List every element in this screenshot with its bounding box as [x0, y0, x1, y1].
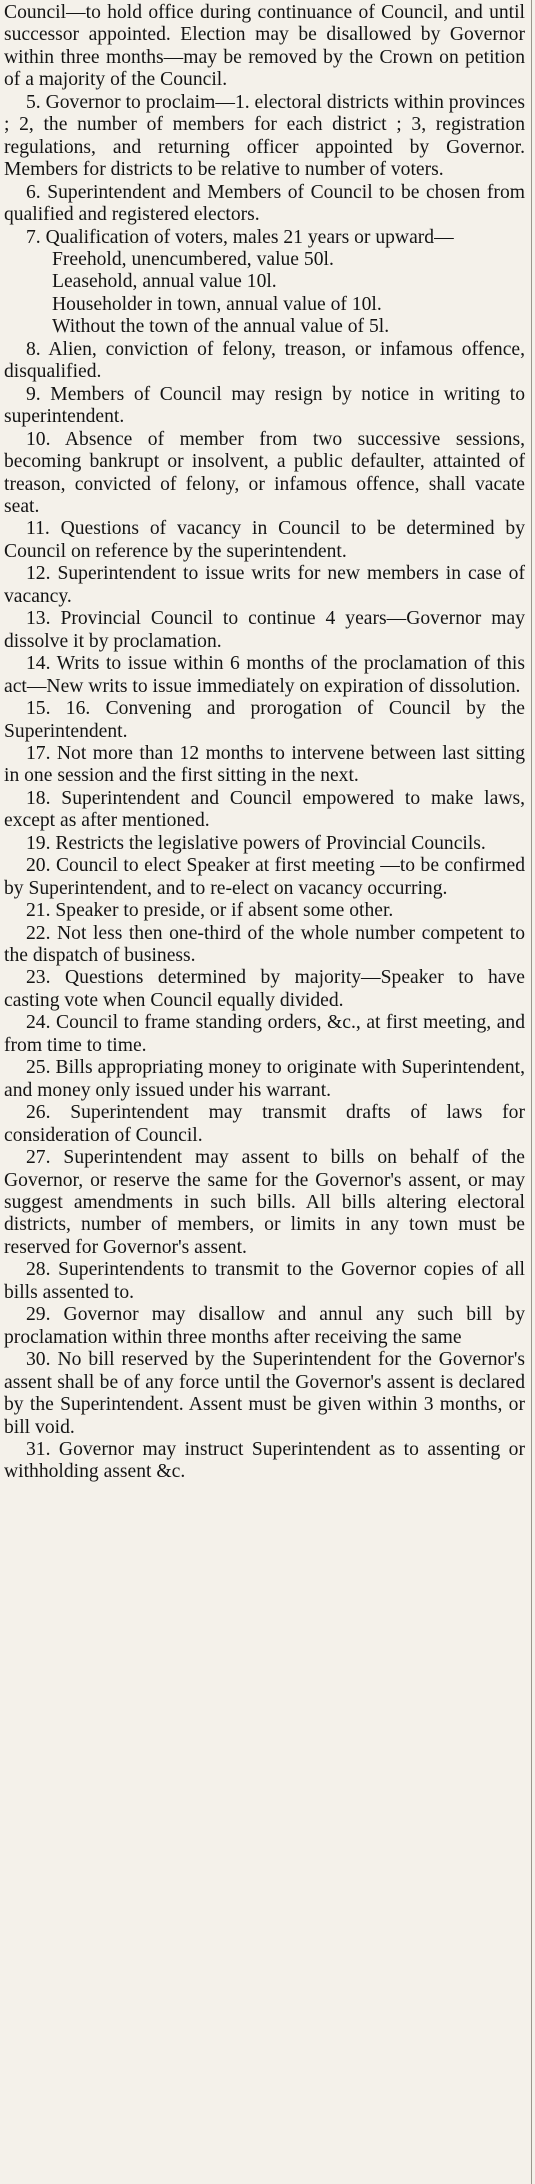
newspaper-column — [4, 0, 533, 2184]
clause-paragraph: 19. Restricts the legislative powers of Provincial Councils. — [26, 832, 486, 854]
clause-paragraph: 30. No bill reserved by the Superintendent for the Governor's assent shall be of any force until the Governor's assent is declared by the Superintendent. Assent must be given within 3 months, or bill void. — [4, 1349, 525, 1438]
clause-paragraph: 24. Council to frame standing orders, &c., at first meeting, and from time to time. — [4, 1012, 525, 1056]
clause-paragraph: 23. Questions determined by majority—Speaker to have casting vote when Council equally divided. — [4, 967, 525, 1011]
clause-paragraph: 11. Questions of vacancy in Council to be determined by Council on reference by the superintendent. — [4, 518, 525, 562]
column-rule — [531, 0, 532, 2184]
clause-paragraph: 17. Not more than 12 months to intervene between last sitting in one session and the first sitting in the next. — [4, 742, 525, 787]
clause-paragraph: 9. Members of Council may resign by notice in writing to superintendent. — [4, 383, 525, 428]
clause-paragraph: 12. Superintendent to issue writs for new members in case of vacancy. — [4, 563, 525, 607]
clause-paragraph: 8. Alien, conviction of felony, treason, or infamous offence, disqualified. — [4, 338, 525, 383]
lead-paragraph: Council—to hold office during continuance of Council, and until successor appointed. Election may be disallowed by Governor within three months—may be removed by the Crown on petition of a majority of the Council. — [4, 2, 525, 91]
clause-paragraph: 5. Governor to proclaim—1. electoral districts within provinces ; 2, the number of members for each district ; 3, registration regulations, and returning officer appointed by Governor. Members for districts to be relative to number of voters. — [4, 91, 525, 181]
clause-paragraph: 6. Superintendent and Members of Council to be chosen from qualified and registered electors. — [4, 181, 525, 226]
clause-paragraph: 15. 16. Convening and prorogation of Council by the Superintendent. — [4, 698, 525, 742]
clause-paragraph: 20. Council to elect Speaker at first meeting —to be confirmed by Superintendent, and to re-elect on vacancy occurring. — [4, 855, 525, 899]
clause-paragraph: 29. Governor may disallow and annul any such bill by proclamation within three months after receiving the same — [4, 1304, 525, 1348]
clause-paragraph: 25. Bills appropriating money to originate with Superintendent, and money only issued under his warrant. — [4, 1057, 525, 1101]
clause-paragraph: 21. Speaker to preside, or if absent some other. — [26, 900, 394, 922]
clause-paragraph: 22. Not less then one-third of the whole number competent to the dispatch of business. — [4, 922, 525, 967]
clause-paragraph: 26. Superintendent may transmit drafts of laws for consideration of Council. — [4, 1102, 525, 1146]
qualification-line: Leasehold, annual value 10l. — [52, 271, 277, 293]
clause-paragraph: 13. Provincial Council to continue 4 years—Governor may dissolve it by proclamation. — [4, 608, 525, 652]
qualification-line: Without the town of the annual value of 5l. — [52, 316, 390, 338]
qualification-line: Freehold, unencumbered, value 50l. — [52, 248, 334, 270]
clause-paragraph: 28. Superintendents to transmit to the Governor copies of all bills assented to. — [4, 1259, 525, 1303]
clause-paragraph: 31. Governor may instruct Superintendent as to assenting or withholding assent &c. — [4, 1439, 525, 1483]
qualification-line: Householder in town, annual value of 10l. — [52, 293, 382, 315]
clause-paragraph: 18. Superintendent and Council empowered to make laws, except as after mentioned. — [4, 787, 525, 832]
clause-paragraph: 7. Qualification of voters, males 21 years or upward— — [26, 226, 454, 248]
clause-paragraph: 10. Absence of member from two successive sessions, becoming bankrupt or insolvent, a public defaulter, attainted of treason, convicted of felony, or infamous offence, shall vacate seat. — [4, 428, 525, 517]
clause-paragraph: 14. Writs to issue within 6 months of the proclamation of this act—New writs to issue immediately on expiration of dissolution. — [4, 653, 525, 697]
clause-paragraph: 27. Superintendent may assent to bills on behalf of the Governor, or reserve the same for the Governor's assent, or may suggest amendments in such bills. All bills altering electoral districts, number of members, or limits in any town must be reserved for Governor's assent. — [4, 1147, 525, 1258]
